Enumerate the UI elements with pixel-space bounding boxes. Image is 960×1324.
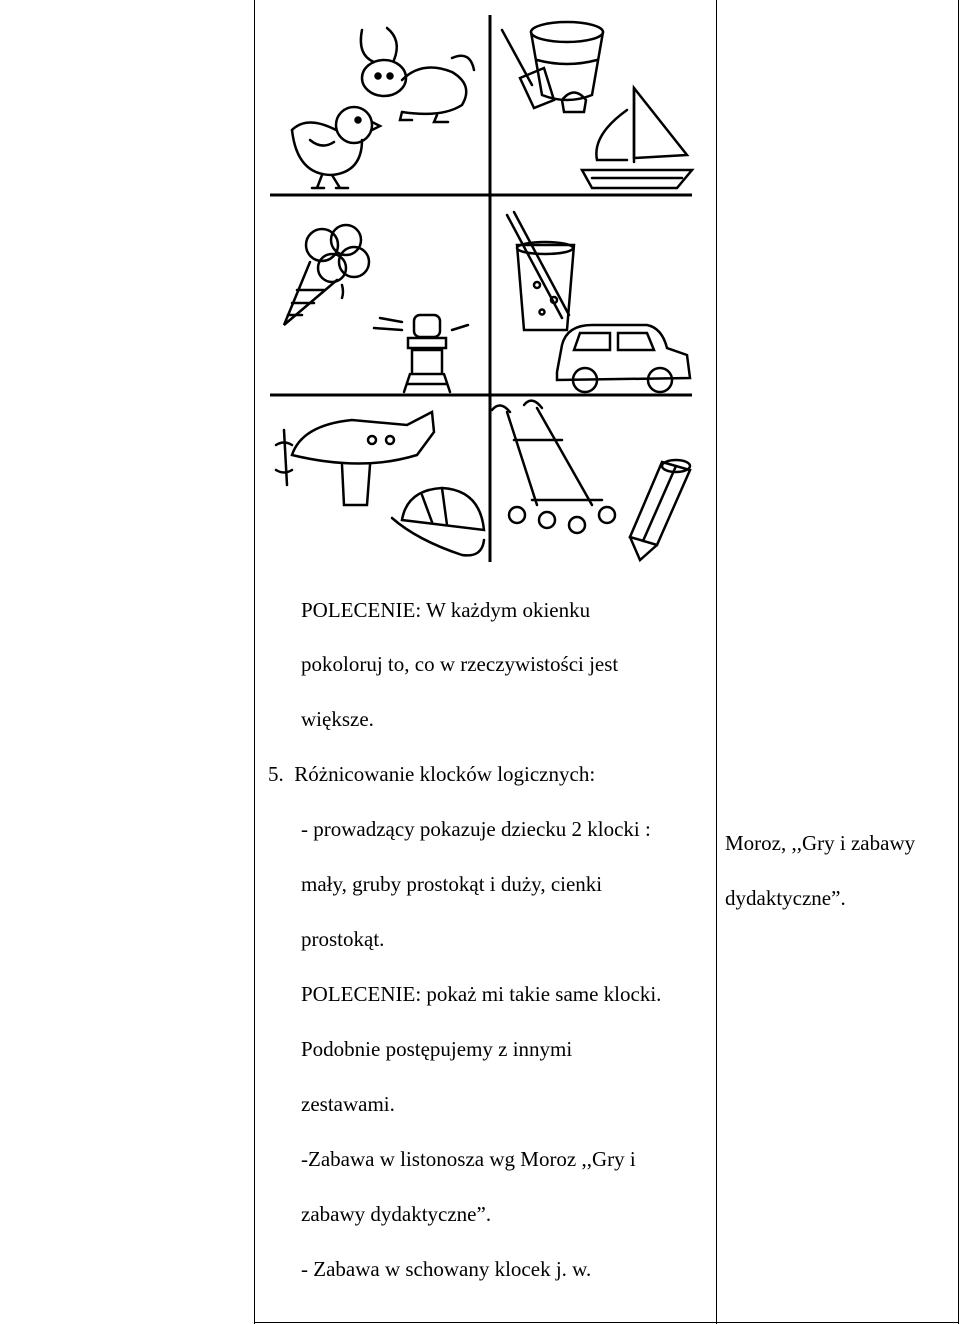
pencil-icon — [630, 460, 690, 560]
table-border-left — [254, 0, 255, 1324]
activity-line-1: - prowadzący pokazuje dziecku 2 klocki : — [301, 817, 651, 841]
bucket-and-spade-icon — [502, 22, 603, 112]
activity-line-2: mały, gruby prostokąt i duży, cienki — [301, 872, 603, 896]
stroller-icon — [492, 401, 615, 533]
glass-with-straw-icon — [507, 212, 574, 330]
activity-line-9: - Zabawa w schowany klocek j. w. — [301, 1257, 592, 1281]
car-icon — [557, 325, 690, 392]
reference-line-1: Moroz, ,,Gry i zabawy — [725, 831, 916, 855]
table-border-divider — [716, 0, 717, 1324]
cap-icon — [392, 488, 484, 555]
ice-cream-cone-icon — [284, 225, 369, 325]
instruction-line-1: POLECENIE: W każdym okienku — [301, 598, 591, 622]
sailboat-icon — [582, 88, 692, 188]
activity-line-7: -Zabawa w listonosza wg Moroz ,,Gry i — [301, 1147, 636, 1171]
reference-line-2: dydaktyczne”. — [725, 886, 846, 910]
activity-line-4: POLECENIE: pokaż mi takie same klocki. — [301, 982, 662, 1006]
activity-line-3: prostokąt. — [301, 927, 385, 951]
instruction-line-3: większe. — [301, 707, 374, 731]
lighthouse-icon — [374, 315, 468, 392]
instruction-line-2: pokoloruj to, co w rzeczywistości jest — [301, 652, 619, 676]
rabbit-icon — [361, 28, 474, 122]
activity-line-6: zestawami. — [301, 1092, 395, 1116]
activity-line-5: Podobnie postępujemy z innymi — [301, 1037, 573, 1061]
worksheet-illustrations — [262, 0, 702, 570]
section-heading-5: 5. Różnicowanie klocków logicznych: — [268, 762, 596, 786]
airplane-icon — [276, 412, 434, 505]
table-border-right — [958, 0, 959, 1324]
activity-line-8: zabawy dydaktyczne”. — [301, 1202, 492, 1226]
chick-icon — [292, 107, 380, 188]
table-border-bottom — [254, 1322, 959, 1323]
